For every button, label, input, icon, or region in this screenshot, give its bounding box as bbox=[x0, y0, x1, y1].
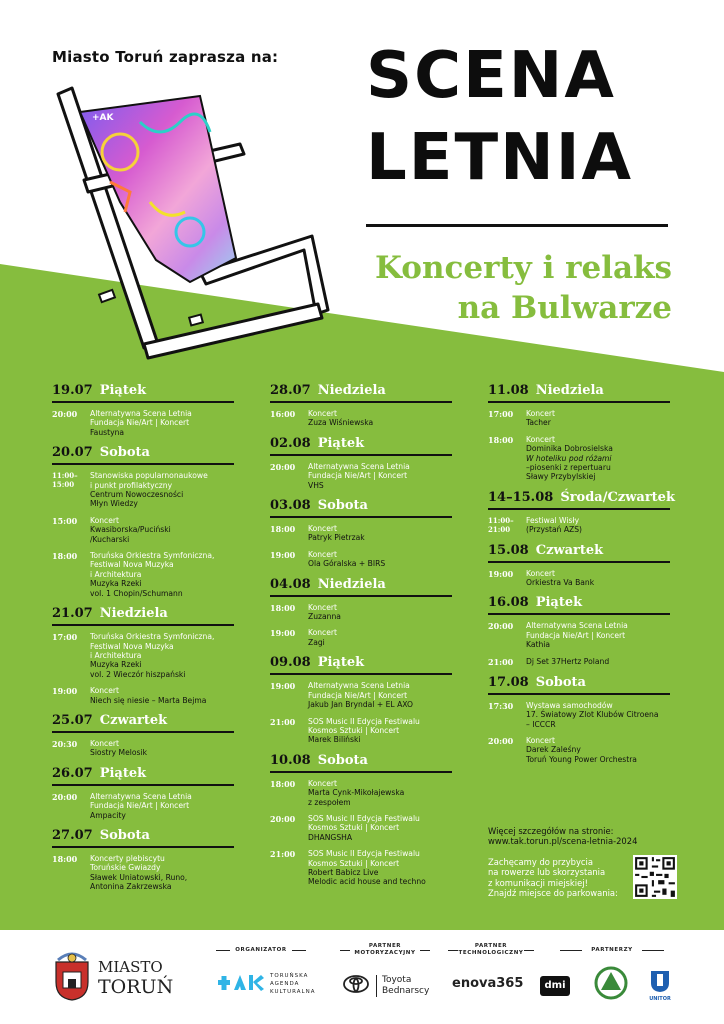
event-details bbox=[308, 681, 452, 709]
event-category: Koncert bbox=[308, 524, 338, 534]
day-date: 09.08 bbox=[270, 655, 311, 671]
event-row bbox=[270, 462, 452, 490]
day-block bbox=[270, 498, 452, 569]
bike-line-1: Zachęcamy do przybycia bbox=[488, 857, 593, 867]
bike-line-3: z komunikacji miejskiej! bbox=[488, 877, 588, 888]
day-name: Sobota bbox=[99, 827, 150, 843]
event-time: 20:00 bbox=[488, 735, 514, 746]
event-time: 18:00 bbox=[52, 551, 78, 562]
event-details bbox=[526, 657, 670, 667]
event-details bbox=[308, 849, 452, 887]
event-row bbox=[270, 849, 452, 887]
event-time: 20:00 bbox=[488, 621, 514, 632]
event-performer: Ola Góralska + BIRS bbox=[308, 559, 386, 569]
event-category: Koncert bbox=[90, 515, 120, 525]
event-category: Koncert bbox=[90, 686, 120, 696]
event-performer: Kwasiborska/Puciński bbox=[90, 525, 171, 535]
day-name: Niedziela bbox=[317, 576, 386, 592]
event-row bbox=[52, 686, 234, 705]
event-details bbox=[90, 409, 234, 437]
event-details bbox=[90, 471, 234, 509]
day-date: 27.07 bbox=[52, 827, 93, 843]
event-row bbox=[488, 736, 670, 764]
day-date: 21.07 bbox=[52, 606, 93, 622]
day-block bbox=[270, 577, 452, 648]
event-details bbox=[308, 524, 452, 543]
event-time: 20:00 bbox=[52, 409, 78, 419]
day-name: Sobota bbox=[317, 752, 368, 768]
day-header bbox=[488, 543, 670, 563]
deck-chair-illustration bbox=[50, 82, 340, 382]
day-header bbox=[270, 753, 452, 773]
event-row bbox=[270, 628, 452, 647]
title-line-2: LETNIA bbox=[366, 121, 634, 195]
day-header bbox=[488, 489, 675, 510]
event-category: Fundacja Nie/Art | Koncert bbox=[526, 630, 626, 640]
day-header bbox=[488, 383, 670, 403]
event-time: 17:30 bbox=[488, 700, 514, 711]
event-performer: Toruń Young Power Orchestra bbox=[526, 754, 637, 764]
event-details bbox=[526, 435, 670, 482]
event-time: 17:00 bbox=[488, 409, 514, 419]
event-category: SOS Music II Edycja Festiwalu bbox=[308, 849, 420, 859]
event-category: i Architektura bbox=[90, 569, 142, 579]
day-header bbox=[488, 595, 670, 615]
day-name: Sobota bbox=[317, 498, 368, 514]
event-time: 11:00– 15:00 bbox=[52, 471, 78, 490]
day-date: 03.08 bbox=[270, 498, 311, 514]
event-category: SOS Music II Edycja Festiwalu bbox=[308, 716, 420, 726]
more-info-url[interactable]: www.tak.torun.pl/scena-letnia-2024 bbox=[488, 836, 638, 847]
event-category: Koncert bbox=[526, 568, 556, 578]
organizer-label: ORGANIZATOR bbox=[235, 947, 287, 953]
tech-label-2: TECHNOLOGICZNY bbox=[458, 950, 524, 956]
day-name: Czwartek bbox=[535, 542, 604, 558]
event-performer: Sławy Przybylskiej bbox=[526, 472, 596, 482]
event-performer: Darek Zaleśny bbox=[526, 745, 581, 755]
partners-label: PARTNERZY bbox=[591, 947, 633, 953]
event-row bbox=[52, 409, 234, 437]
event-row bbox=[270, 779, 452, 807]
event-performer: z zespołem bbox=[308, 797, 351, 807]
event-performer: Robert Babicz Live bbox=[308, 867, 379, 877]
mpo-logo bbox=[594, 966, 628, 1000]
event-row bbox=[270, 603, 452, 622]
tech-label-1: PARTNER bbox=[474, 943, 508, 949]
event-category: Festiwal Wisły bbox=[526, 515, 580, 525]
event-row bbox=[488, 435, 670, 482]
event-time: 21:00 bbox=[270, 716, 296, 727]
event-time: 11:00– 21:00 bbox=[488, 515, 514, 534]
event-performer: Orkiestra Va Bank bbox=[526, 578, 595, 588]
unitor-logo bbox=[648, 968, 672, 994]
more-info-label: Więcej szczegółów na stronie: bbox=[488, 826, 614, 836]
event-time: 18:00 bbox=[270, 524, 296, 535]
event-performer: (Przystań AZS) bbox=[526, 525, 583, 535]
day-header bbox=[488, 675, 670, 695]
event-category: Koncert bbox=[308, 778, 338, 788]
event-details bbox=[90, 516, 234, 544]
schedule-column-3 bbox=[488, 383, 675, 772]
day-header bbox=[52, 828, 234, 848]
toyota-logo bbox=[342, 974, 370, 994]
event-time: 19:00 bbox=[52, 686, 78, 697]
svg-text:+AK: +AK bbox=[92, 113, 114, 123]
event-performer: Marta Cynk-Mikołajewska bbox=[308, 788, 405, 798]
event-time: 15:00 bbox=[52, 515, 78, 526]
event-details bbox=[90, 551, 234, 598]
event-performer: –piosenki z repertuaru bbox=[526, 463, 611, 473]
day-name: Piątek bbox=[317, 655, 365, 671]
day-date: 11.08 bbox=[488, 383, 529, 398]
event-row bbox=[270, 409, 452, 428]
subtitle-line-1: Koncerty i relaks bbox=[375, 250, 672, 286]
event-category: Koncert bbox=[90, 738, 120, 748]
event-time: 19:00 bbox=[270, 681, 296, 692]
day-header bbox=[52, 606, 234, 626]
title-line-1: SCENA bbox=[366, 39, 616, 113]
day-name: Piątek bbox=[317, 435, 365, 451]
day-date: 15.08 bbox=[488, 542, 529, 558]
unitor-text: UNITOR bbox=[649, 996, 671, 1002]
day-header bbox=[270, 498, 452, 518]
event-details bbox=[526, 569, 670, 588]
event-row bbox=[52, 792, 234, 820]
toyota-text-2: Bednarscy bbox=[382, 986, 430, 996]
event-row bbox=[488, 409, 670, 428]
qr-code[interactable] bbox=[633, 855, 677, 899]
day-header bbox=[270, 383, 452, 403]
day-date: 10.08 bbox=[270, 752, 311, 768]
event-time: 20:00 bbox=[270, 813, 296, 824]
event-time: 18:00 bbox=[270, 602, 296, 613]
event-time: 20:00 bbox=[52, 791, 78, 802]
city-logo-line-2: TORUŃ bbox=[98, 976, 174, 998]
event-performer: Faustyna bbox=[90, 427, 125, 437]
schedule-column-2 bbox=[270, 383, 452, 895]
event-category: Festiwal Nova Muzyka bbox=[90, 641, 174, 651]
day-name: Piątek bbox=[99, 765, 147, 781]
event-category: Kosmos Sztuki | Koncert bbox=[308, 858, 400, 868]
event-row bbox=[52, 551, 234, 598]
day-header bbox=[270, 436, 452, 456]
event-row bbox=[488, 657, 670, 667]
event-details bbox=[308, 462, 452, 490]
event-performer: Dominika Dobrosielska bbox=[526, 444, 613, 454]
enova-logo: enova365 bbox=[452, 976, 524, 991]
event-details bbox=[90, 739, 234, 758]
event-time: 17:00 bbox=[52, 632, 78, 643]
event-performer: Marek Biliński bbox=[308, 735, 361, 745]
event-category: Alternatywna Scena Letnia bbox=[526, 621, 628, 631]
event-details bbox=[308, 603, 452, 622]
tak-text-1: TORUŃSKA bbox=[270, 973, 309, 979]
event-performer: vol. 2 Wieczór hiszpański bbox=[90, 669, 186, 679]
day-header bbox=[270, 655, 452, 675]
day-name: Sobota bbox=[535, 674, 586, 690]
day-header bbox=[52, 713, 234, 733]
event-performer: 17. Światowy Zlot Klubów Citroena bbox=[526, 710, 659, 720]
event-performer: Muzyka Rzeki bbox=[90, 579, 142, 589]
event-performer: Zagi bbox=[308, 637, 325, 647]
event-performer: /Kucharski bbox=[90, 534, 130, 544]
city-crest-logo bbox=[52, 952, 92, 1002]
day-date: 19.07 bbox=[52, 383, 93, 398]
tak-text-3: KULTURALNA bbox=[270, 989, 316, 995]
event-time: 21:00 bbox=[488, 656, 514, 667]
event-performer: vol. 1 Chopin/Schumann bbox=[90, 588, 183, 598]
day-date: 04.08 bbox=[270, 576, 311, 592]
subtitle-line-2: na Bulwarze bbox=[457, 290, 672, 326]
event-row bbox=[270, 681, 452, 709]
event-category: Fundacja Nie/Art | Koncert bbox=[90, 418, 190, 428]
event-category: Alternatywna Scena Letnia bbox=[90, 791, 192, 801]
event-details bbox=[308, 779, 452, 807]
day-header bbox=[270, 577, 452, 597]
event-details bbox=[90, 686, 234, 705]
event-category: Fundacja Nie/Art | Koncert bbox=[308, 471, 408, 481]
event-row bbox=[488, 701, 670, 729]
event-row bbox=[52, 516, 234, 544]
event-details bbox=[308, 550, 452, 569]
footer bbox=[0, 930, 724, 1024]
dmi-logo: dmi bbox=[540, 976, 570, 996]
event-row bbox=[488, 621, 670, 649]
event-performer: Kathia bbox=[526, 640, 551, 650]
day-header bbox=[52, 766, 234, 786]
event-details bbox=[526, 736, 670, 764]
event-category: Koncert bbox=[526, 409, 556, 418]
day-name: Niedziela bbox=[317, 383, 386, 398]
day-block bbox=[52, 606, 234, 705]
event-performer: Ampacity bbox=[90, 810, 126, 820]
event-performer: VHS bbox=[308, 480, 324, 490]
event-category: i Architektura bbox=[90, 650, 142, 660]
day-name: Piątek bbox=[535, 595, 583, 611]
event-time: 18:00 bbox=[52, 853, 78, 864]
event-details bbox=[308, 409, 452, 428]
day-block bbox=[488, 675, 670, 764]
event-category: Koncert bbox=[308, 602, 338, 612]
event-category: Toruńskie Gwiazdy bbox=[90, 863, 161, 873]
event-category: Koncert bbox=[308, 628, 338, 638]
event-category: Alternatywna Scena Letnia bbox=[308, 461, 410, 471]
event-row bbox=[270, 550, 452, 569]
event-row bbox=[270, 814, 452, 842]
event-performer: – ICCCR bbox=[526, 719, 556, 729]
event-time: 19:00 bbox=[270, 628, 296, 639]
day-block bbox=[488, 543, 670, 588]
event-performer: Centrum Nowoczesności bbox=[90, 490, 184, 500]
event-category: Koncert bbox=[526, 434, 556, 444]
day-name: Sobota bbox=[99, 445, 150, 461]
event-category: SOS Music II Edycja Festiwalu bbox=[308, 813, 420, 823]
bike-line-2: na rowerze lub skorzystania bbox=[488, 867, 606, 878]
event-time: 20:30 bbox=[52, 738, 78, 749]
event-details bbox=[90, 632, 234, 679]
event-performer: Niech się niesie – Marta Bejma bbox=[90, 695, 207, 705]
event-performer: Dj Set 37Hertz Poland bbox=[526, 656, 610, 666]
title-rule bbox=[366, 224, 668, 227]
event-details bbox=[526, 621, 670, 649]
event-category: Alternatywna Scena Letnia bbox=[90, 409, 192, 418]
toyota-text-1: Toyota bbox=[382, 975, 412, 985]
event-performer: Młyn Wiedzy bbox=[90, 499, 138, 509]
event-performer: Tacher bbox=[526, 418, 551, 428]
event-category: Stanowiska popularnonaukowe bbox=[90, 471, 208, 481]
day-name: Niedziela bbox=[535, 383, 604, 398]
event-performer: Siostry Melosik bbox=[90, 748, 147, 758]
day-name: Środa/Czwartek bbox=[560, 489, 675, 505]
event-category: Kosmos Sztuki | Koncert bbox=[308, 823, 400, 833]
moto-label-1: PARTNER bbox=[368, 943, 402, 949]
day-date: 02.08 bbox=[270, 435, 311, 451]
event-details bbox=[308, 628, 452, 647]
day-name: Niedziela bbox=[99, 606, 168, 622]
event-performer: Patryk Pietrzak bbox=[308, 533, 365, 543]
event-row bbox=[52, 632, 234, 679]
city-logo-line-1: MIASTO bbox=[98, 958, 163, 976]
event-performer: Sławek Uniatowski, Runo, bbox=[90, 872, 188, 882]
event-details bbox=[526, 409, 670, 428]
day-block bbox=[270, 383, 452, 428]
day-date: 26.07 bbox=[52, 765, 93, 781]
day-header bbox=[52, 383, 234, 403]
day-block bbox=[52, 828, 234, 892]
event-performer: W hoteliku pod różami bbox=[526, 453, 612, 463]
day-block bbox=[52, 383, 234, 437]
event-row bbox=[270, 524, 452, 543]
day-name: Piątek bbox=[99, 383, 147, 398]
day-block bbox=[270, 753, 452, 887]
day-block bbox=[270, 655, 452, 744]
event-row bbox=[270, 717, 452, 745]
day-block bbox=[52, 445, 234, 598]
day-block bbox=[52, 766, 234, 820]
event-row bbox=[488, 569, 670, 588]
event-performer: Zuzanna bbox=[308, 612, 341, 622]
event-details bbox=[90, 792, 234, 820]
event-category: Koncerty plebiscytu bbox=[90, 853, 165, 863]
event-category: Koncert bbox=[526, 735, 556, 745]
day-block bbox=[488, 595, 670, 666]
schedule-column-1 bbox=[52, 383, 234, 900]
event-performer: Melodic acid house and techno bbox=[308, 877, 426, 887]
day-date: 20.07 bbox=[52, 445, 93, 461]
event-category: Fundacja Nie/Art | Koncert bbox=[90, 801, 190, 811]
day-block bbox=[488, 489, 675, 535]
event-details bbox=[90, 854, 234, 892]
event-time: 19:00 bbox=[488, 568, 514, 579]
day-date: 25.07 bbox=[52, 712, 93, 728]
event-details bbox=[308, 717, 452, 745]
event-category: Wystawa samochodów bbox=[526, 700, 613, 710]
event-category: i punkt profilaktyczny bbox=[90, 480, 173, 490]
event-details bbox=[526, 701, 670, 729]
event-performer: DHANGSHA bbox=[308, 832, 353, 842]
event-category: Alternatywna Scena Letnia bbox=[308, 681, 410, 691]
event-category: Fundacja Nie/Art | Koncert bbox=[308, 690, 408, 700]
day-block bbox=[52, 713, 234, 758]
tak-text-2: AGENDA bbox=[270, 981, 300, 987]
event-row bbox=[488, 516, 670, 535]
tak-logo bbox=[216, 972, 266, 994]
event-time: 18:00 bbox=[270, 778, 296, 789]
day-header bbox=[52, 445, 234, 465]
day-date: 16.08 bbox=[488, 595, 529, 611]
event-time: 19:00 bbox=[270, 549, 296, 560]
event-performer: Zuza Wiśniewska bbox=[308, 418, 374, 428]
event-category: Kosmos Sztuki | Koncert bbox=[308, 725, 400, 735]
day-block bbox=[270, 436, 452, 490]
event-time: 16:00 bbox=[270, 409, 296, 419]
moto-label-2: MOTORYZACYJNY bbox=[354, 950, 416, 956]
parking-label: Znajdź miejsce do parkowania: bbox=[488, 888, 618, 899]
invite-text: Miasto Toruń zaprasza na: bbox=[52, 48, 279, 66]
event-row bbox=[52, 854, 234, 892]
event-performer: Muzyka Rzeki bbox=[90, 660, 142, 670]
event-details bbox=[308, 814, 452, 842]
event-details bbox=[526, 516, 670, 535]
day-name: Czwartek bbox=[99, 712, 168, 728]
day-date: 17.08 bbox=[488, 674, 529, 690]
event-time: 20:00 bbox=[270, 461, 296, 472]
event-row bbox=[52, 739, 234, 758]
more-info bbox=[488, 826, 678, 847]
event-category: Toruńska Orkiestra Symfoniczna, bbox=[90, 632, 215, 642]
event-performer: Antonina Zakrzewska bbox=[90, 882, 172, 892]
event-category: Koncert bbox=[308, 409, 338, 418]
day-date: 28.07 bbox=[270, 383, 311, 398]
event-category: Festiwal Nova Muzyka bbox=[90, 560, 174, 570]
event-category: Koncert bbox=[308, 549, 338, 559]
day-date: 14–15.08 bbox=[488, 489, 554, 505]
event-performer: Jakub Jan Bryndal + EL AXO bbox=[308, 700, 413, 710]
day-block bbox=[488, 383, 670, 482]
event-time: 18:00 bbox=[488, 434, 514, 445]
event-row bbox=[52, 471, 234, 509]
event-time: 21:00 bbox=[270, 849, 296, 860]
event-category: Toruńska Orkiestra Symfoniczna, bbox=[90, 551, 215, 561]
